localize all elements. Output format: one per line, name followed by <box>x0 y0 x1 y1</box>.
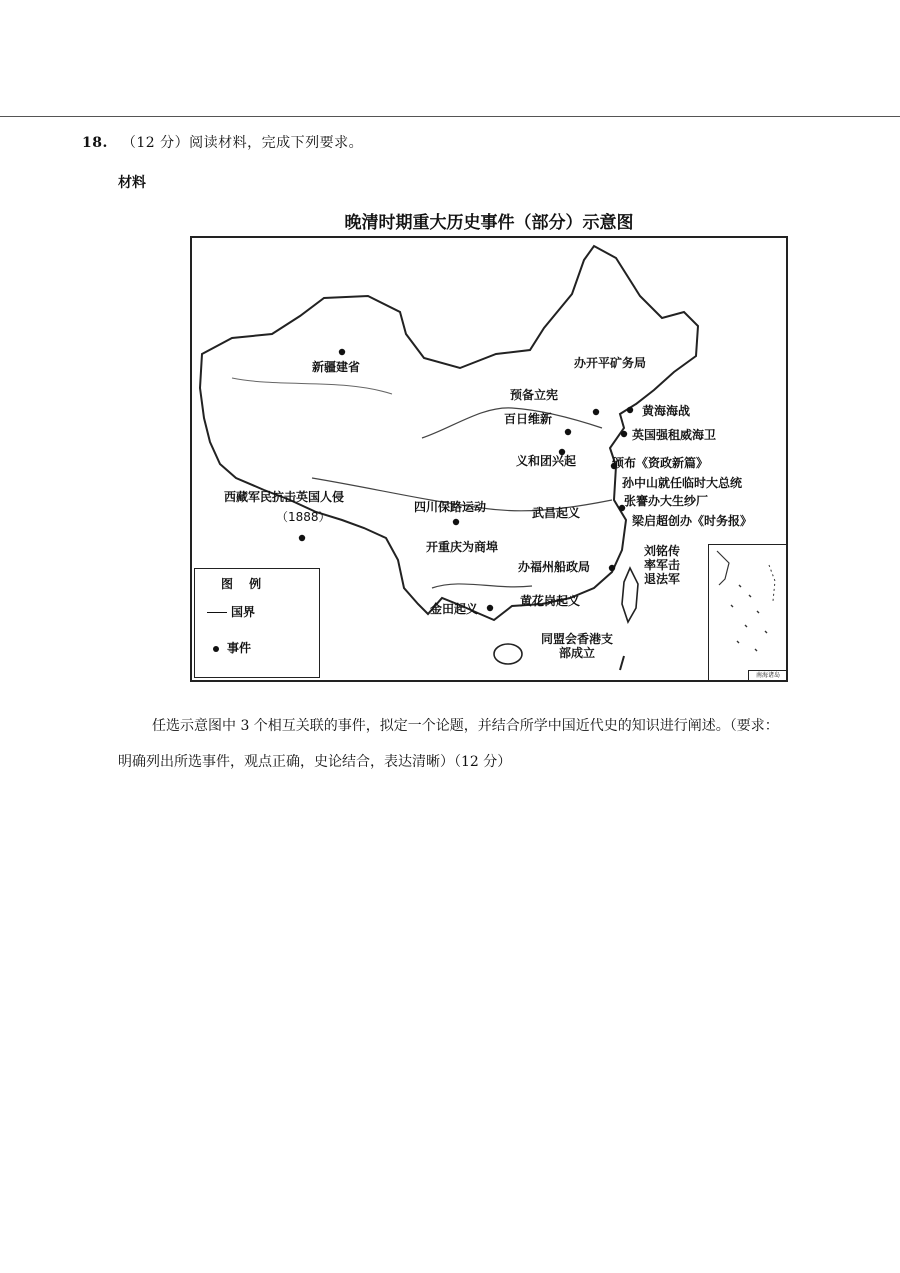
event-dot-icon <box>213 646 219 652</box>
event-weihai: 英国强租威海卫 <box>632 428 717 442</box>
event-zizheng: 颁布《资政新篇》 <box>612 456 709 470</box>
taiwan-island <box>622 568 638 622</box>
event-dot <box>565 429 571 435</box>
event-dot <box>627 407 633 413</box>
river-line <box>232 378 392 394</box>
border-line-icon <box>207 612 227 613</box>
event-zhangjian: 张謇办大生纱厂 <box>624 494 709 508</box>
event-dot <box>299 535 305 541</box>
event-dot <box>593 409 599 415</box>
event-yubei: 预备立宪 <box>510 388 559 402</box>
material-label: 材料 <box>118 175 146 191</box>
top-divider-line <box>0 116 900 117</box>
task-paragraph: 任选示意图中 3 个相互关联的事件，拟定一个论题，并结合所学中国近代史的知识进行阐述。（要求：明确列出所选事件，观点正确，史论结合，表达清晰）（12 分） <box>118 718 779 770</box>
event-dot <box>453 519 459 525</box>
river-line <box>432 584 532 588</box>
event-chongqing: 开重庆为商埠 <box>426 540 499 554</box>
question-instruction: （12 分）阅读材料，完成下列要求。 <box>121 135 364 151</box>
event-huanghai: 黄海海战 <box>642 404 691 418</box>
legend-border-label: 国界 <box>231 605 256 619</box>
event-shiwubao: 梁启超创办《时务报》 <box>632 514 753 528</box>
event-kaiping: 办开平矿务局 <box>574 356 647 370</box>
hainan-island <box>494 644 522 664</box>
event-dot <box>339 349 345 355</box>
event-xizang: 西藏军民抗击英国人侵 <box>224 490 345 504</box>
event-xizang-year: （1888） <box>276 510 331 524</box>
event-fuzhou: 办福州船政局 <box>518 560 591 574</box>
inset-islands <box>709 545 787 681</box>
south-sea-inset <box>708 544 788 682</box>
question-header <box>82 132 363 152</box>
event-jintian: 金田起义 <box>430 602 479 616</box>
map-title: 晚清时期重大历史事件（部分）示意图 <box>344 213 634 233</box>
legend-event-label: 事件 <box>227 641 252 655</box>
inset-note: 南海诸岛 <box>748 670 788 682</box>
event-liumingchuan: 刘铭传率军击退法军 <box>644 544 681 586</box>
event-dot <box>487 605 493 611</box>
event-huanghuagang: 黄花岗起义 <box>520 594 581 608</box>
event-tongmenghui: 同盟会香港支部成立 <box>540 632 613 660</box>
legend-event-row <box>207 639 251 656</box>
event-bairi: 百日维新 <box>504 412 553 426</box>
legend-title: 图 例 <box>221 577 268 591</box>
event-dot <box>609 565 615 571</box>
event-yihetuan: 义和团兴起 <box>516 454 577 468</box>
event-sunzhongshan: 孙中山就任临时大总统 <box>622 476 743 490</box>
event-wuchang: 武昌起义 <box>532 506 581 520</box>
event-xinjiang: 新疆建省 <box>312 360 361 374</box>
event-dot <box>621 431 627 437</box>
event-sichuan: 四川保路运动 <box>414 500 487 514</box>
legend-border-row <box>207 603 255 620</box>
question-number: 18. <box>82 135 108 151</box>
island-mark <box>620 656 624 670</box>
map-legend <box>194 568 320 678</box>
historical-event-map <box>190 236 788 682</box>
